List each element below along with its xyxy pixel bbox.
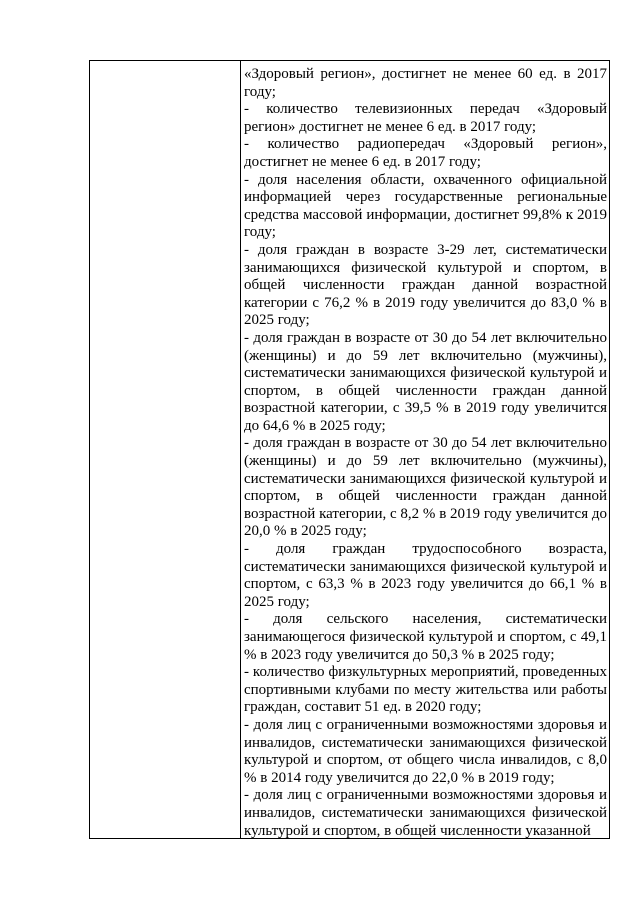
paragraph: - доля граждан в возрасте от 30 до 54 лет включительно (женщины) и до 59 лет включительно (мужчины), систематически занимающихся физической культурой и спортом, в общей численности граждан данной возрастной категории, с 39,5 % в 2019 году увеличится до 64,6 % в 2025 году; <box>244 329 607 434</box>
paragraph: - доля граждан в возрасте 3-29 лет, систематически занимающихся физической культурой и спортом, в общей численности граждан данной возрастной категории с 76,2 % в 2019 году увеличится до 83,0 % в 2025 году; <box>244 241 607 329</box>
table-left-cell <box>90 61 241 838</box>
table-right-cell <box>241 61 609 838</box>
paragraph: «Здоровый регион», достигнет не менее 60 ед. в 2017 году; <box>244 66 607 100</box>
paragraph: - количество физкультурных мероприятий, проведенных спортивными клубами по месту жительства или работы граждан, составит 51 ед. в 2020 году; <box>244 664 607 716</box>
paragraph: - доля сельского населения, систематически занимающегося физической культурой и спортом, с 49,1 % в 2023 году увеличится до 50,3 % в 2025 году; <box>244 611 607 663</box>
paragraph: - доля граждан трудоспособного возраста, систематически занимающихся физической культурой и спортом, с 63,3 % в 2023 году увеличится до 66,1 % в 2025 году; <box>244 541 607 610</box>
paragraph: - доля населения области, охваченного официальной информацией через государственные региональные средства массовой информации, достигнет 99,8% к 2019 году; <box>244 171 607 241</box>
paragraph: - доля лиц с ограниченными возможностями здоровья и инвалидов, систематически занимающихся физической культурой и спортом, в общей численности указанной <box>244 787 607 838</box>
document-table <box>89 60 610 839</box>
paragraph: - доля лиц с ограниченными возможностями здоровья и инвалидов, систематически занимающихся физической культурой и спортом, от общего числа инвалидов, с 8,0 % в 2014 году увеличится до 22,0 % в 2019 году; <box>244 716 607 786</box>
paragraph: - количество телевизионных передач «Здоровый регион» достигнет не менее 6 ед. в 2017 году; <box>244 101 607 135</box>
paragraph: - количество радиопередач «Здоровый регион», достигнет не менее 6 ед. в 2017 году; <box>244 136 607 170</box>
paragraph: - доля граждан в возрасте от 30 до 54 лет включительно (женщины) и до 59 лет включительно (мужчины), систематически занимающихся физической культурой и спортом, в общей численности граждан данной возрастной категории, с 8,2 % в 2019 году увеличится до 20,0 % в 2025 году; <box>244 435 607 540</box>
